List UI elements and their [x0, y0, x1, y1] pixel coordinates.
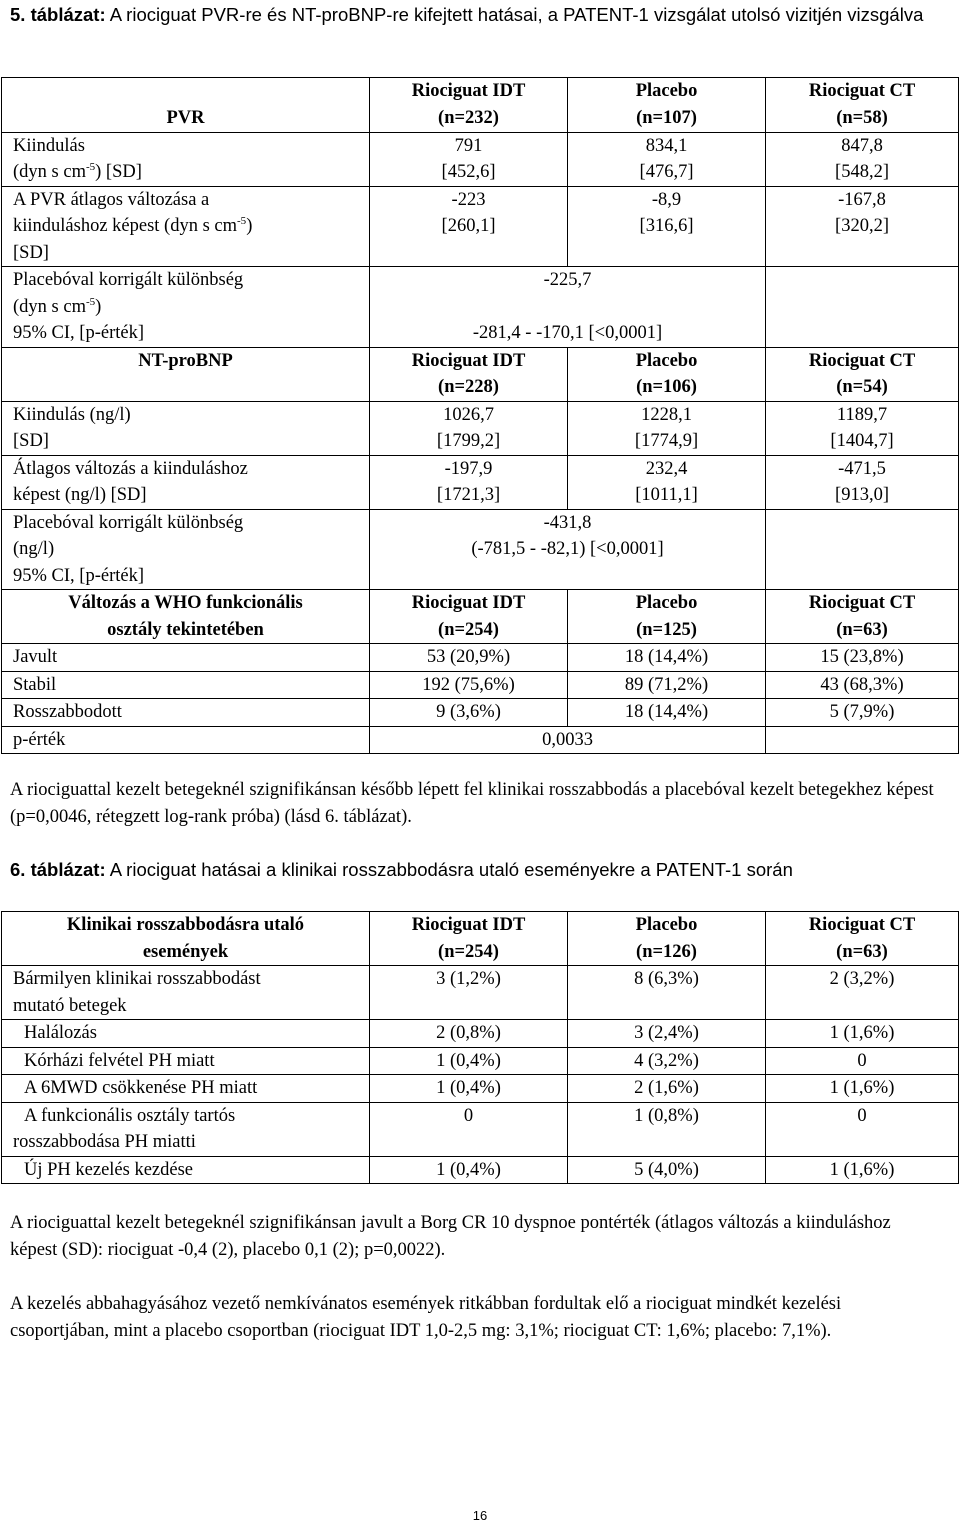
cell-idt: 3 (1,2%) — [370, 966, 568, 1020]
table-row — [2, 455, 959, 509]
cell-empty — [766, 509, 959, 590]
table-row — [2, 1020, 959, 1048]
table5 — [1, 77, 959, 754]
cell-ct: 0 — [766, 1102, 959, 1156]
cell-pvalue: 0,0033 — [370, 726, 766, 754]
who-header: Változás a WHO funkcionális osztály tekintetében — [2, 590, 370, 644]
row-label: Kórházi felvétel PH miatt — [2, 1047, 370, 1075]
page-number: 16 — [472, 1508, 488, 1523]
row-label: Kiindulás (dyn s $cm^{-5}$) [SD] — [2, 132, 370, 186]
table-row — [2, 699, 959, 727]
t6-col-placebo: Placebo (n=126) — [568, 912, 766, 966]
cell-placebo: 834,1 [476,7] — [568, 132, 766, 186]
row-label: Új PH kezelés kezdése — [2, 1156, 370, 1184]
table-row — [2, 966, 959, 1020]
table6 — [1, 911, 959, 1184]
cell-idt: 53 (20,9%) — [370, 644, 568, 672]
cell-idt: 791 [452,6] — [370, 132, 568, 186]
row-label: Kiindulás (ng/l) [SD] — [2, 401, 370, 455]
table-row — [2, 1075, 959, 1103]
table-row — [2, 726, 959, 754]
cell-placebo: 1 (0,8%) — [568, 1102, 766, 1156]
cell-placebo: -8,9 [316,6] — [568, 186, 766, 267]
table5-pvr-header-row — [2, 78, 959, 133]
t6-col-idt: Riociguat IDT (n=254) — [370, 912, 568, 966]
cell-placebo: 5 (4,0%) — [568, 1156, 766, 1184]
table6-title — [10, 857, 940, 883]
cell-ct: 847,8 [548,2] — [766, 132, 959, 186]
table-row — [2, 1156, 959, 1184]
table5-ntp-header-row — [2, 347, 959, 401]
row-label: Rosszabbodott — [2, 699, 370, 727]
pvr-col-idt: Riociguat IDT (n=232) — [370, 78, 568, 133]
cell-empty — [766, 726, 959, 754]
ntp-header: NT-proBNP — [2, 347, 370, 401]
table-row — [2, 671, 959, 699]
table5-title — [10, 2, 940, 28]
cell-placebo-corrected: -225,7 -281,4 - -170,1 [<0,0001] — [370, 267, 766, 348]
row-label: Stabil — [2, 671, 370, 699]
cell-idt: 2 (0,8%) — [370, 1020, 568, 1048]
cell-ct: 2 (3,2%) — [766, 966, 959, 1020]
table-row — [2, 267, 959, 348]
row-label: A funkcionális osztály tartós rosszabbodása PH miatti — [2, 1102, 370, 1156]
cell-ct: 1 (1,6%) — [766, 1075, 959, 1103]
table6-title-text: A riociguat hatásai a klinikai rosszabbodásra utaló eseményekre a PATENT-1 során — [105, 859, 793, 880]
row-label: A PVR átlagos változása a kiinduláshoz képest (dyn s $cm^{-5}$) [SD] — [2, 186, 370, 267]
row-label: p-érték — [2, 726, 370, 754]
cell-empty — [766, 267, 959, 348]
cell-ct: 1 (1,6%) — [766, 1020, 959, 1048]
cell-idt: -197,9 [1721,3] — [370, 455, 568, 509]
cell-placebo: 89 (71,2%) — [568, 671, 766, 699]
paragraph-1: A riociguattal kezelt betegeknél szignifikánsan később lépett fel klinikai rosszabbodás a placebóval kezelt betegekhez képest (p=0,0046, rétegzett log-rank próba) (lásd 6. táblázat). — [10, 780, 934, 827]
table5-title-number: 5. táblázat: — [10, 4, 106, 25]
table-row — [2, 132, 959, 186]
cell-placebo: 18 (14,4%) — [568, 644, 766, 672]
row-label: Placebóval korrigált különbség (dyn s $cm^{-5}$) 95% CI, [p-érték] — [2, 267, 370, 348]
cell-idt: -223 [260,1] — [370, 186, 568, 267]
cell-idt: 1 (0,4%) — [370, 1156, 568, 1184]
paragraph-3: A kezelés abbahagyásához vezető nemkívánatos események ritkábban fordultak elő a riociguat mindkét kezelési csoportjában, mint a placebo csoportban (riociguat IDT 1,0-2,5 mg: 3,1%; riociguat CT: 1,6%; placebo: 7,1%). — [10, 1294, 842, 1341]
row-label: Placebóval korrigált különbség (ng/l) 95% CI, [p-érték] — [2, 509, 370, 590]
cell-placebo: 8 (6,3%) — [568, 966, 766, 1020]
table5-title-text: A riociguat PVR-re és NT-proBNP-re kifejtett hatásai, a PATENT-1 vizsgálat utolsó vizitjén vizsgálva — [105, 4, 924, 25]
table6-title-number: 6. táblázat: — [10, 859, 106, 880]
cell-ct: -471,5 [913,0] — [766, 455, 959, 509]
cell-idt: 192 (75,6%) — [370, 671, 568, 699]
table6-header-row — [2, 912, 959, 966]
cell-idt: 1026,7 [1799,2] — [370, 401, 568, 455]
table-row — [2, 644, 959, 672]
table-row — [2, 401, 959, 455]
cell-idt: 1 (0,4%) — [370, 1075, 568, 1103]
ntp-col-ct: Riociguat CT (n=54) — [766, 347, 959, 401]
cell-placebo: 18 (14,4%) — [568, 699, 766, 727]
table5-who-header-row — [2, 590, 959, 644]
who-col-ct: Riociguat CT (n=63) — [766, 590, 959, 644]
cell-ct: 5 (7,9%) — [766, 699, 959, 727]
cell-ct: 1 (1,6%) — [766, 1156, 959, 1184]
row-label: Javult — [2, 644, 370, 672]
cell-placebo: 1228,1 [1774,9] — [568, 401, 766, 455]
cell-placebo: 232,4 [1011,1] — [568, 455, 766, 509]
row-label: Bármilyen klinikai rosszabbodást mutató betegek — [2, 966, 370, 1020]
table-row — [2, 509, 959, 590]
cell-ct: 1189,7 [1404,7] — [766, 401, 959, 455]
cell-placebo: 3 (2,4%) — [568, 1020, 766, 1048]
cell-ct: 43 (68,3%) — [766, 671, 959, 699]
who-col-idt: Riociguat IDT (n=254) — [370, 590, 568, 644]
cell-ct: 0 — [766, 1047, 959, 1075]
row-label: A 6MWD csökkenése PH miatt — [2, 1075, 370, 1103]
cell-placebo-corrected: -431,8 (-781,5 - -82,1) [<0,0001] — [370, 509, 766, 590]
cell-idt: 1 (0,4%) — [370, 1047, 568, 1075]
pvr-col-placebo: Placebo (n=107) — [568, 78, 766, 133]
table-row — [2, 1102, 959, 1156]
row-label: Halálozás — [2, 1020, 370, 1048]
cell-idt: 0 — [370, 1102, 568, 1156]
pvr-header: PVR — [2, 78, 370, 133]
cell-idt: 9 (3,6%) — [370, 699, 568, 727]
row-label: Átlagos változás a kiinduláshoz képest (ng/l) [SD] — [2, 455, 370, 509]
cell-placebo: 4 (3,2%) — [568, 1047, 766, 1075]
t6-col-ct: Riociguat CT (n=63) — [766, 912, 959, 966]
cell-ct: -167,8 [320,2] — [766, 186, 959, 267]
cell-ct: 15 (23,8%) — [766, 644, 959, 672]
pvr-col-ct: Riociguat CT (n=58) — [766, 78, 959, 133]
table-row — [2, 186, 959, 267]
paragraph-2: A riociguattal kezelt betegeknél szignifikánsan javult a Borg CR 10 dyspnoe pontérték (átlagos változás a kiinduláshoz képest (SD): riociguat -0,4 (2), placebo 0,1 (2); p=0,0022). — [10, 1213, 891, 1260]
ntp-col-placebo: Placebo (n=106) — [568, 347, 766, 401]
who-col-placebo: Placebo (n=125) — [568, 590, 766, 644]
t6-col-label: Klinikai rosszabbodásra utaló események — [2, 912, 370, 966]
table-row — [2, 1047, 959, 1075]
cell-placebo: 2 (1,6%) — [568, 1075, 766, 1103]
ntp-col-idt: Riociguat IDT (n=228) — [370, 347, 568, 401]
